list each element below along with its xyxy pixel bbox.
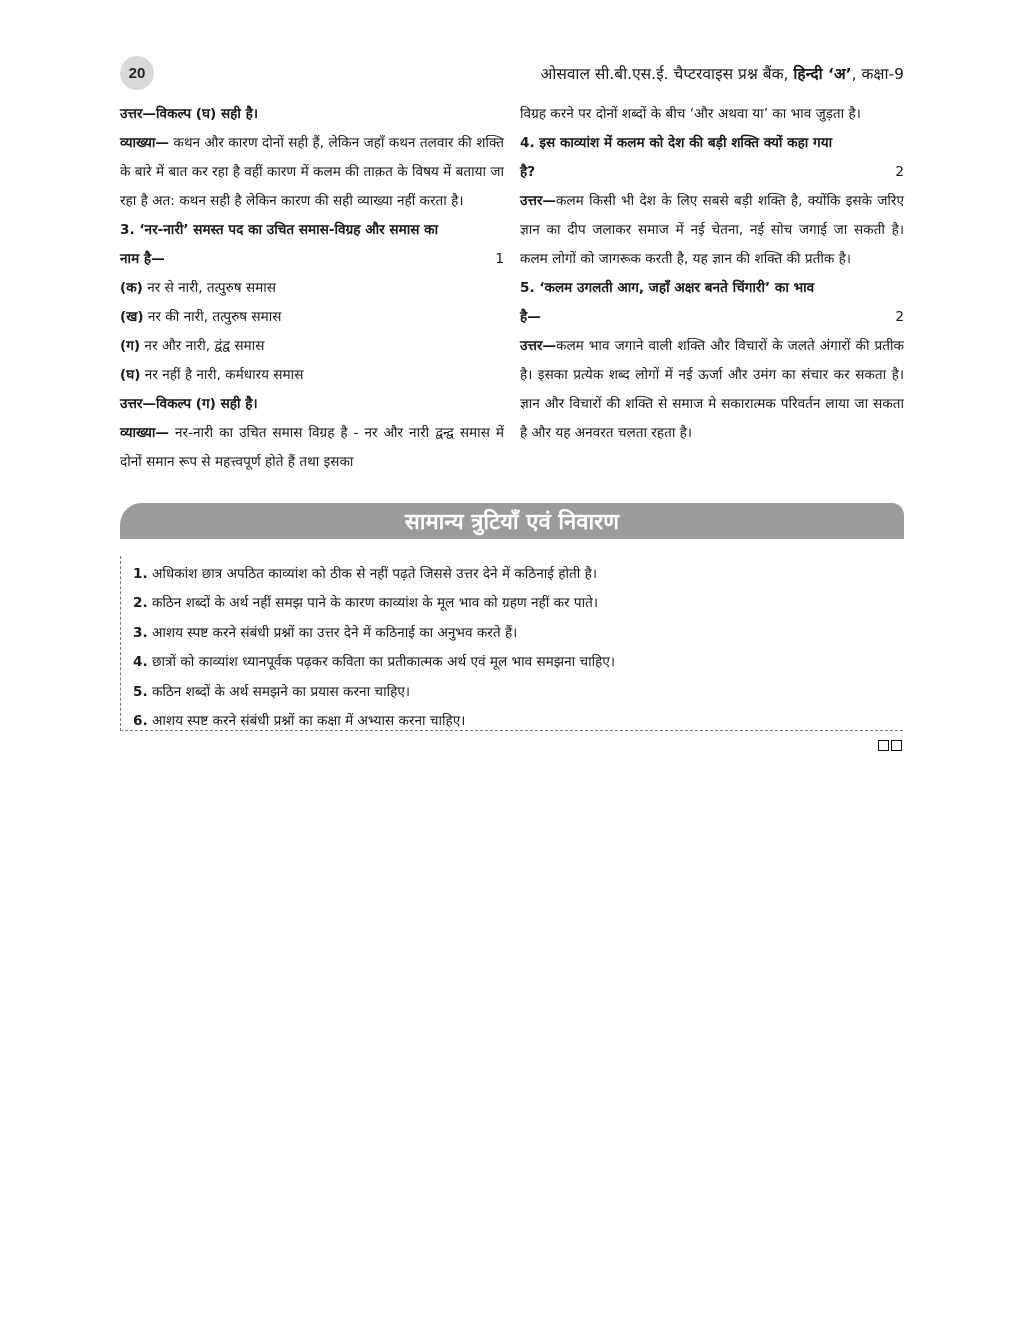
explanation-3 xyxy=(120,419,504,477)
explanation-1 xyxy=(120,129,504,216)
square-icon xyxy=(878,740,889,751)
page-number: 20 xyxy=(128,64,146,82)
list-item xyxy=(133,619,903,648)
question-4-text: है? xyxy=(520,164,536,180)
option-kha xyxy=(120,303,504,332)
header-title-prefix: ओसवाल सी.बी.एस.ई. चैप्टरवाइस प्रश्न बैंक, xyxy=(540,65,794,83)
question-4-marks: 2 xyxy=(895,164,904,180)
list-item xyxy=(133,707,903,736)
square-icon xyxy=(891,740,902,751)
question-5-line2 xyxy=(520,303,904,332)
list-item xyxy=(133,589,903,618)
list-item xyxy=(133,678,903,707)
option-text: नर से नारी, तत्पुरुष समास xyxy=(142,280,276,296)
answer-3 xyxy=(120,390,504,419)
item-text: अधिकांश छात्र अपठित काव्यांश को ठीक से नहीं पढ़ते जिससे उत्तर देने में कठिनाई होती है। xyxy=(147,566,597,582)
option-text: नर और नारी, द्वंद्व समास xyxy=(140,338,265,354)
option-text: नर की नारी, तत्पुरुष समास xyxy=(143,309,282,325)
item-text: आशय स्पष्ट करने संबंधी प्रश्नों का कक्षा में अभ्यास करना चाहिए। xyxy=(147,713,466,730)
explanation-text: नर-नारी का उचित समास विग्रह है - नर और नारी द्वन्द्व समास में दोनों समान रूप से महत्त्वपूर्ण होते हैं तथा इसका xyxy=(120,425,504,470)
answer-text: विकल्प (ग) सही है। xyxy=(156,396,258,412)
answer-label: उत्तर— xyxy=(120,396,156,412)
answer-1 xyxy=(120,100,504,129)
question-3-line1: 3. ‘नर-नारी’ समस्त पद का उचित समास-विग्रह और समास का xyxy=(120,222,439,238)
question-3-text: नाम है— xyxy=(120,251,165,267)
running-header xyxy=(540,62,904,84)
item-number: 4. xyxy=(133,654,148,671)
option-ka xyxy=(120,274,504,303)
end-mark-icon xyxy=(878,740,902,751)
answer-text: कलम किसी भी देश के लिए सबसे बड़ी शक्ति है, क्योंकि इसके जरिए ज्ञान का दीप जलाकर समाज में नई चेतना, नई सोच जगाई जा सकती है। कलम लोगों को जागरूक करती है, यह ज्ञान की शक्ति की प्रतीक है। xyxy=(520,193,904,267)
errors-section-title: सामान्य त्रुटियाँ एवं निवारण xyxy=(404,510,620,535)
question-5-line1: 5. ‘कलम उगलती आग, जहाँ अक्षर बनते चिंगारी’ का भाव xyxy=(520,280,815,296)
errors-list xyxy=(121,556,903,736)
item-number: 1. xyxy=(133,566,148,582)
answer-4 xyxy=(520,187,904,274)
question-4-line1: 4. इस काव्यांश में कलम को देश की बड़ी शक्ति क्यों कहा गया xyxy=(520,135,833,151)
explanation-text: कथन और कारण दोनों सही हैं, लेकिन जहाँ कथन तलवार की शक्ति के बारे में बात कर रहा है वहीं कारण में कलम की ताक़त के विषय में बताया जा रहा है अत: कथन सही है लेकिन कारण की सही व्याख्या नहीं करता है। xyxy=(120,135,504,209)
question-4-line2 xyxy=(520,158,904,187)
option-ga xyxy=(120,332,504,361)
left-column xyxy=(120,100,504,477)
option-key: (घ) xyxy=(120,367,141,383)
header-title-suffix: , कक्षा-9 xyxy=(851,65,904,83)
answer-label: उत्तर— xyxy=(520,193,556,209)
option-key: (क) xyxy=(120,280,143,296)
right-column xyxy=(520,100,904,448)
explanation-label: व्याख्या— xyxy=(120,135,170,151)
item-text: आशय स्पष्ट करने संबंधी प्रश्नों का उत्तर देने में कठिनाई का अनुभव करते हैं। xyxy=(147,624,518,641)
list-item xyxy=(133,560,903,589)
errors-section-banner xyxy=(120,503,904,539)
item-text: कठिन शब्दों के अर्थ समझने का प्रयास करना चाहिए। xyxy=(147,683,410,700)
option-key: (ख) xyxy=(120,309,144,325)
errors-list-box xyxy=(120,556,903,731)
item-number: 6. xyxy=(133,713,148,730)
item-number: 3. xyxy=(133,624,148,641)
option-key: (ग) xyxy=(120,338,141,354)
item-number: 5. xyxy=(133,683,148,700)
answer-label: उत्तर— xyxy=(520,338,556,354)
explanation-label: व्याख्या— xyxy=(120,425,170,441)
question-5-text: है— xyxy=(520,309,541,325)
item-text: छात्रों को काव्यांश ध्यानपूर्वक पढ़कर कविता का प्रतीकात्मक अर्थ एवं मूल भाव समझना चाहिए। xyxy=(147,654,616,671)
option-gha xyxy=(120,361,504,390)
option-text: नर नहीं है नारी, कर्मधारय समास xyxy=(140,367,304,383)
answer-text: कलम भाव जगाने वाली शक्ति और विचारों के जलते अंगारों की प्रतीक है। इसका प्रत्येक शब्द लोगों में नई ऊर्जा और उमंग का संचार कर सकता है। ज्ञान और विचारों की शक्ति से समाज मे सकारात्मक परिवर्तन लाया जा सकता है और यह अनवरत चलता रहता है। xyxy=(520,338,904,441)
header-title-bold: हिन्दी ‘अ’ xyxy=(793,65,852,83)
answer-text: विकल्प (घ) सही है। xyxy=(156,106,259,122)
answer-label: उत्तर— xyxy=(120,106,156,122)
explanation-3-continued: विग्रह करने पर दोनों शब्दों के बीच ‘और अथवा या’ का भाव जुड़ता है। xyxy=(520,106,861,122)
page-number-badge xyxy=(120,56,154,90)
question-3-marks: 1 xyxy=(495,251,504,267)
item-text: कठिन शब्दों के अर्थ नहीं समझ पाने के कारण काव्यांश के मूल भाव को ग्रहण नहीं कर पाते। xyxy=(147,595,599,612)
question-5-marks: 2 xyxy=(895,309,904,325)
item-number: 2. xyxy=(133,595,148,612)
question-3-line2 xyxy=(120,245,504,274)
list-item xyxy=(133,648,903,677)
answer-5 xyxy=(520,332,904,448)
